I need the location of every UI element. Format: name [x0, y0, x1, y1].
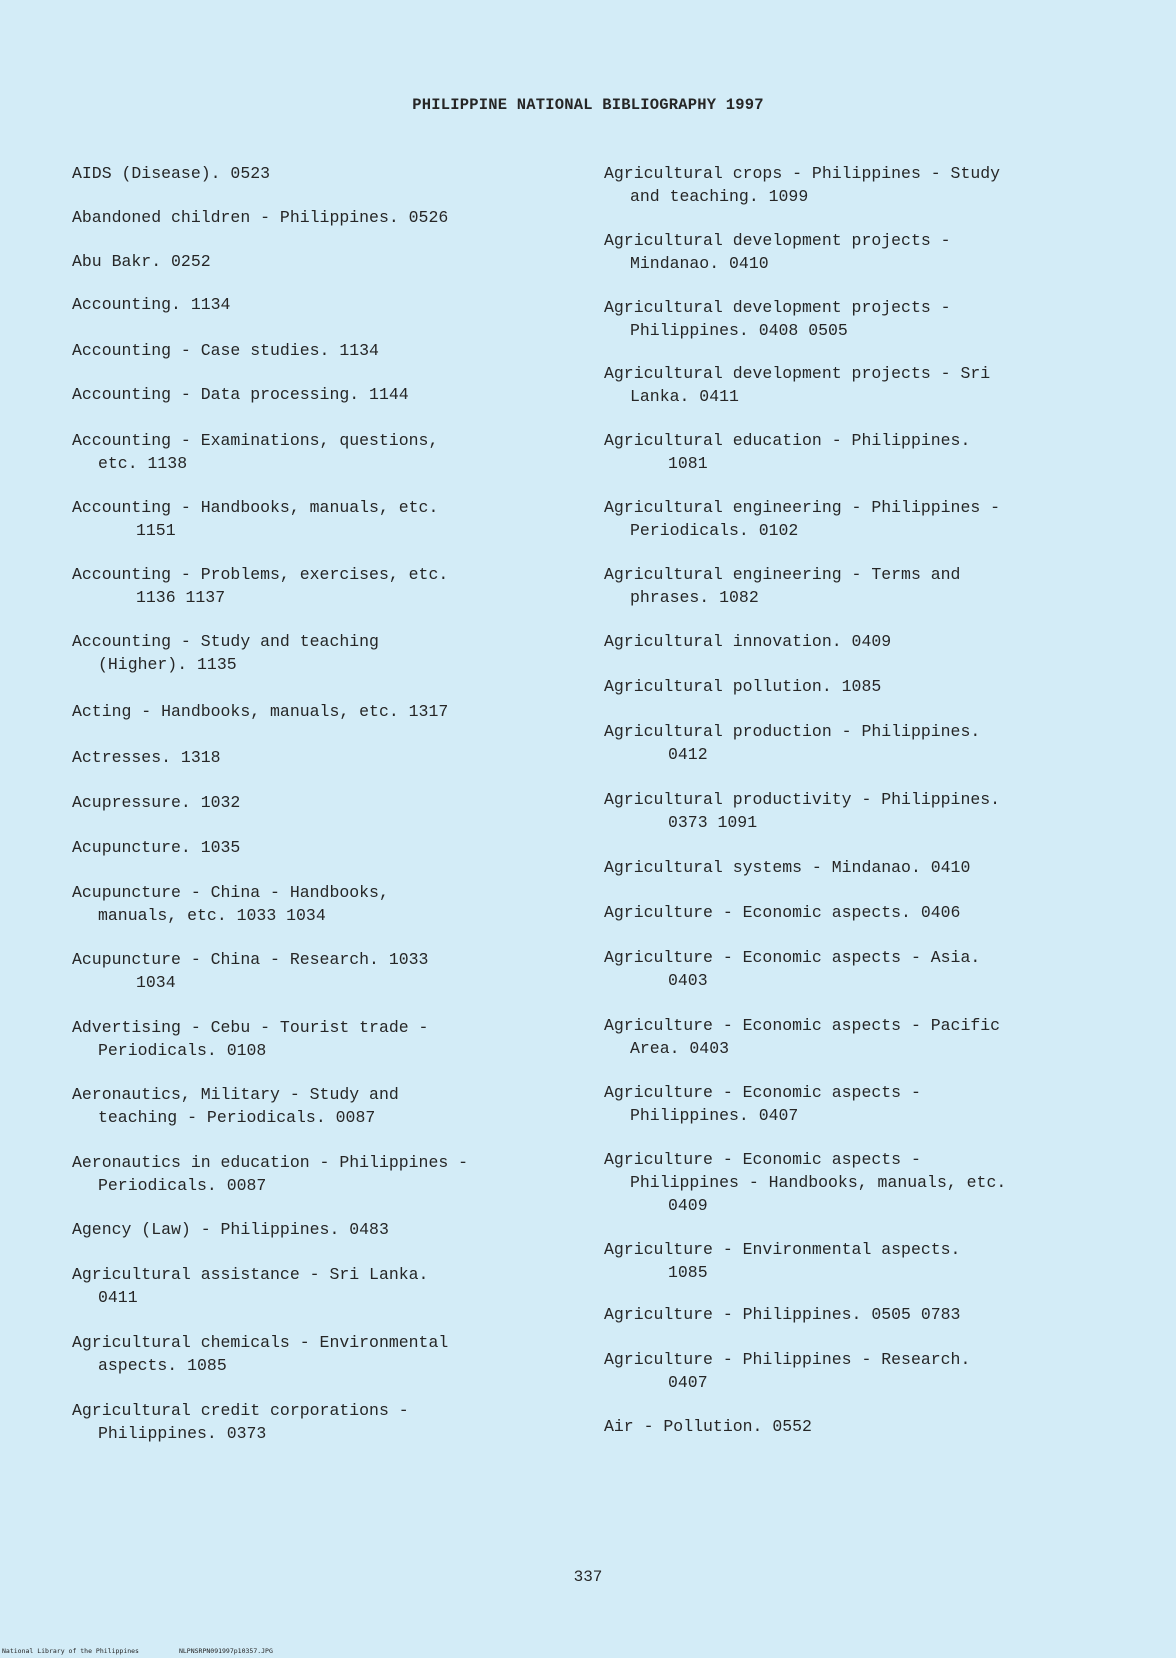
entry-heading: Agricultural innovation. 0409 — [604, 632, 892, 651]
index-entry — [72, 1263, 592, 1309]
index-entry — [72, 429, 592, 475]
index-entry — [72, 746, 592, 769]
index-entry — [72, 162, 592, 185]
entry-heading: Agriculture - Economic aspects - — [604, 1083, 921, 1102]
scan-footer — [2, 1647, 273, 1655]
entry-heading: Agency (Law) - Philippines. 0483 — [72, 1220, 389, 1239]
entry-heading: Agricultural development projects - — [604, 231, 951, 250]
entry-heading: Agricultural systems - Mindanao. 0410 — [604, 858, 971, 877]
index-entry — [604, 1415, 1164, 1438]
entry-heading: Agriculture - Economic aspects - Asia. — [604, 948, 981, 967]
entry-continuation: (Higher). 1135 — [98, 655, 237, 674]
entry-continuation: 1034 — [136, 973, 176, 992]
index-entry — [72, 881, 592, 927]
index-entry — [72, 1331, 592, 1377]
entry-heading: AIDS (Disease). 0523 — [72, 164, 271, 183]
entry-heading: Accounting - Study and teaching — [72, 632, 379, 651]
index-entry — [604, 563, 1164, 609]
index-entry — [604, 1014, 1164, 1060]
entry-heading: Aeronautics in education - Philippines - — [72, 1153, 469, 1172]
index-entry — [604, 296, 1164, 342]
entry-heading: Agricultural crops - Philippines - Study — [604, 164, 1001, 183]
entry-continuation: phrases. 1082 — [630, 588, 759, 607]
index-entry — [604, 856, 1164, 879]
entry-continuation: manuals, etc. 1033 1034 — [98, 906, 326, 925]
entry-continuation: 0412 — [668, 745, 708, 764]
entry-continuation: Philippines. 0408 0505 — [630, 321, 848, 340]
entry-continuation: 0403 — [668, 971, 708, 990]
entry-continuation: 1085 — [668, 1263, 708, 1282]
entry-heading: Abandoned children - Philippines. 0526 — [72, 208, 449, 227]
index-entry — [72, 630, 592, 676]
entry-continuation: 1151 — [136, 521, 176, 540]
index-entry — [604, 901, 1164, 924]
index-entry — [72, 206, 592, 229]
entry-continuation: 0411 — [98, 1288, 138, 1307]
entry-heading: Agricultural pollution. 1085 — [604, 677, 882, 696]
index-entry — [72, 1399, 592, 1445]
entry-heading: Agriculture - Philippines - Research. — [604, 1350, 971, 1369]
index-entry — [604, 1081, 1164, 1127]
index-entry — [604, 1348, 1164, 1394]
index-entry — [604, 362, 1164, 408]
index-entry — [72, 1151, 592, 1197]
index-entry — [72, 293, 592, 316]
entry-heading: Accounting - Handbooks, manuals, etc. — [72, 498, 439, 517]
entry-heading: Agricultural engineering - Terms and — [604, 565, 961, 584]
index-entry — [604, 162, 1164, 208]
entry-continuation: Area. 0403 — [630, 1039, 730, 1058]
index-entry — [604, 496, 1164, 542]
entry-heading: Agricultural development projects - Sri — [604, 364, 991, 383]
entry-heading: Agricultural engineering - Philippines - — [604, 498, 1001, 517]
index-entry — [72, 383, 592, 406]
entry-continuation: Periodicals. 0108 — [98, 1041, 267, 1060]
entry-continuation: Philippines. 0373 — [98, 1424, 267, 1443]
index-entry — [72, 563, 592, 609]
entry-continuation: Philippines. 0407 — [630, 1106, 799, 1125]
entry-continuation: 0373 1091 — [668, 813, 758, 832]
index-entry — [72, 948, 592, 994]
entry-continuation: Periodicals. 0087 — [98, 1176, 267, 1195]
index-entry — [604, 675, 1164, 698]
index-entry — [72, 1083, 592, 1129]
entry-heading: Air - Pollution. 0552 — [604, 1417, 812, 1436]
entry-heading: Accounting - Problems, exercises, etc. — [72, 565, 449, 584]
entry-heading: Accounting - Data processing. 1144 — [72, 385, 409, 404]
entry-continuation: Mindanao. 0410 — [630, 254, 769, 273]
entry-continuation: 0407 — [668, 1373, 708, 1392]
entry-heading: Agricultural production - Philippines. — [604, 722, 981, 741]
index-entry — [72, 1016, 592, 1062]
index-entry — [72, 791, 592, 814]
entry-heading: Agricultural development projects - — [604, 298, 951, 317]
index-entry — [72, 339, 592, 362]
entry-heading: Abu Bakr. 0252 — [72, 252, 211, 271]
entry-continuation: and teaching. 1099 — [630, 187, 809, 206]
entry-heading: Acupressure. 1032 — [72, 793, 241, 812]
entry-heading: Agriculture - Economic aspects - — [604, 1150, 921, 1169]
entry-continuation: 1081 — [668, 454, 708, 473]
entry-heading: Agriculture - Economic aspects. 0406 — [604, 903, 961, 922]
entry-heading: Agricultural credit corporations - — [72, 1401, 409, 1420]
index-entry — [72, 700, 592, 723]
page-number: 337 — [573, 1568, 603, 1586]
page-title: PHILIPPINE NATIONAL BIBLIOGRAPHY 1997 — [412, 96, 764, 114]
entry-continuation: 1136 1137 — [136, 588, 226, 607]
entry-heading: Accounting - Examinations, questions, — [72, 431, 439, 450]
entry-heading: Acupuncture - China - Handbooks, — [72, 883, 389, 902]
entry-heading: Accounting - Case studies. 1134 — [72, 341, 379, 360]
entry-heading: Agricultural assistance - Sri Lanka. — [72, 1265, 429, 1284]
entry-continuation: aspects. 1085 — [98, 1356, 227, 1375]
entry-continuation: Philippines - Handbooks, manuals, etc. — [630, 1173, 1007, 1192]
entry-continuation: Periodicals. 0102 — [630, 521, 799, 540]
index-entry — [72, 836, 592, 859]
entry-continuation: Lanka. 0411 — [630, 387, 739, 406]
entry-heading: Accounting. 1134 — [72, 295, 231, 314]
entry-heading: Acupuncture. 1035 — [72, 838, 241, 857]
entry-heading: Acting - Handbooks, manuals, etc. 1317 — [72, 702, 449, 721]
entry-continuation: 0409 — [668, 1196, 708, 1215]
entry-heading: Advertising - Cebu - Tourist trade - — [72, 1018, 429, 1037]
index-entry — [604, 788, 1164, 834]
entry-heading: Agricultural chemicals - Environmental — [72, 1333, 449, 1352]
index-entry — [604, 1303, 1164, 1326]
entry-heading: Actresses. 1318 — [72, 748, 221, 767]
index-entry — [72, 496, 592, 542]
footer-file-id: NLPNSRPN091997p10357.JPG — [178, 1647, 273, 1655]
entry-heading: Agricultural education - Philippines. — [604, 431, 971, 450]
entry-heading: Agriculture - Philippines. 0505 0783 — [604, 1305, 961, 1324]
entry-continuation: teaching - Periodicals. 0087 — [98, 1108, 376, 1127]
entry-heading: Agriculture - Economic aspects - Pacific — [604, 1016, 1001, 1035]
entry-heading: Aeronautics, Military - Study and — [72, 1085, 399, 1104]
entry-heading: Agriculture - Environmental aspects. — [604, 1240, 961, 1259]
entry-heading: Agricultural productivity - Philippines. — [604, 790, 1001, 809]
index-entry — [604, 946, 1164, 992]
index-entry — [604, 630, 1164, 653]
index-entry — [604, 429, 1164, 475]
index-entry — [72, 1218, 592, 1241]
index-entry — [604, 1238, 1164, 1284]
index-entry — [604, 229, 1164, 275]
index-entry — [604, 720, 1164, 766]
footer-library: National Library of the Philippines — [2, 1647, 139, 1655]
entry-continuation: etc. 1138 — [98, 454, 188, 473]
index-entry — [72, 250, 592, 273]
index-entry — [604, 1148, 1164, 1217]
entry-heading: Acupuncture - China - Research. 1033 — [72, 950, 429, 969]
